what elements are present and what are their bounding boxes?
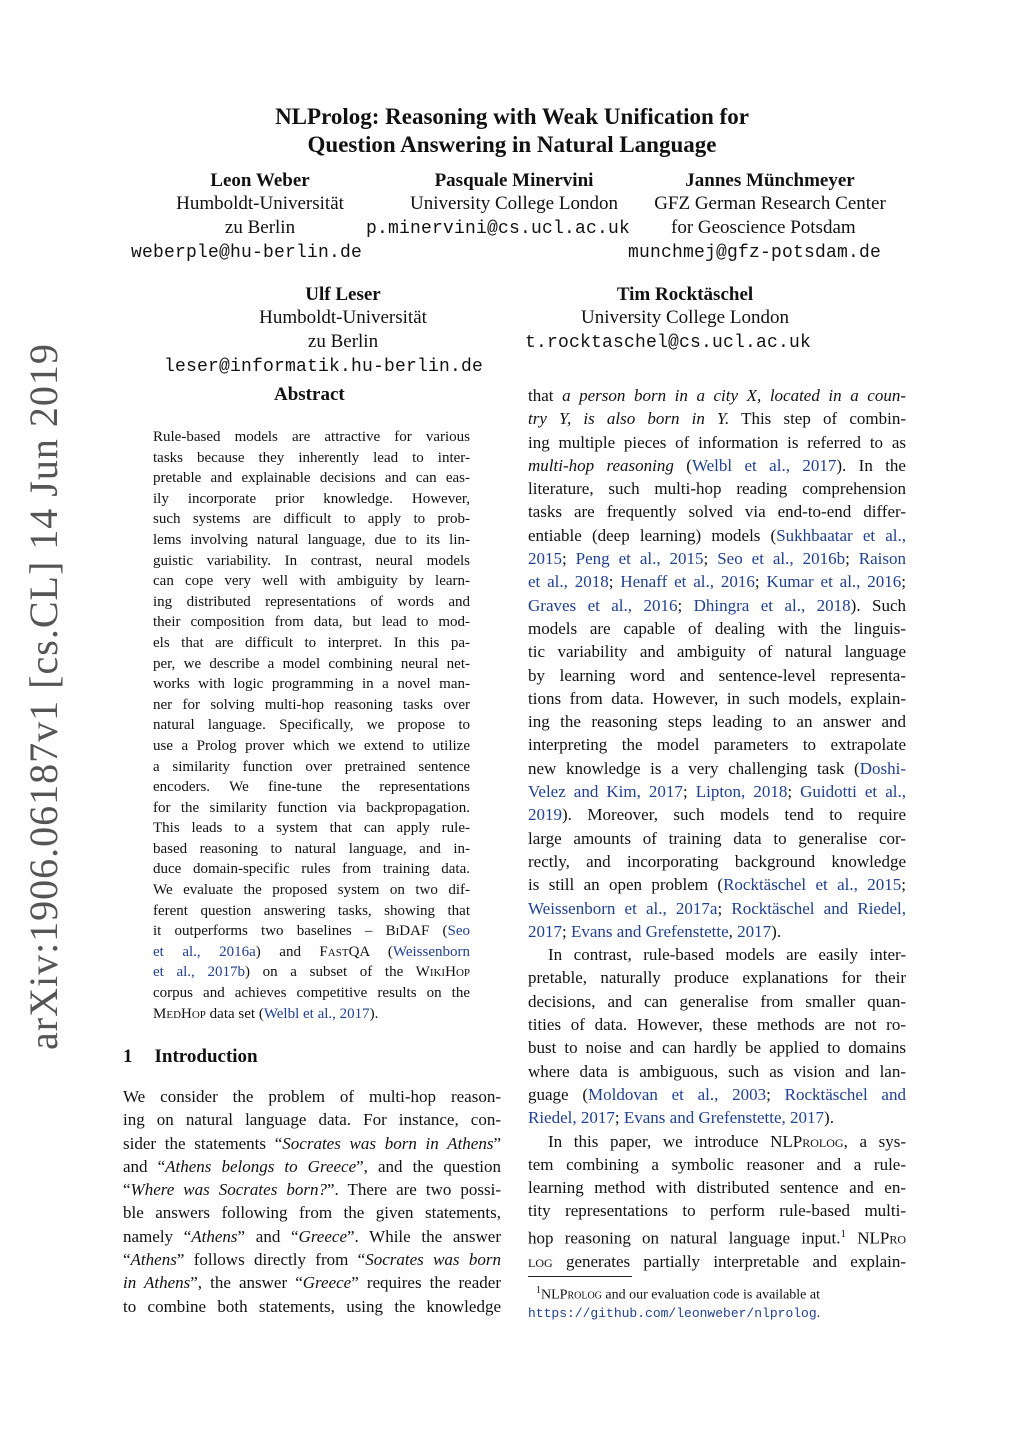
citation-link[interactable]: Doshi- xyxy=(859,758,906,778)
body-line: tity representations to perform rule-based multi- xyxy=(528,1201,906,1221)
body-line: tions from data. However, in such models, explain- xyxy=(528,688,906,708)
author-block-minervini xyxy=(364,170,664,216)
intro-body xyxy=(123,1085,501,1318)
abstract-line: ferent question answering tasks, showing that xyxy=(153,902,470,919)
citation-link[interactable]: et al., 2016a xyxy=(153,943,256,960)
footnote-marker[interactable]: 1 xyxy=(840,1227,846,1240)
abstract-line: ily incorporate prior knowledge. However, xyxy=(153,490,470,507)
body-line: Riedel, 2017; Evans and Grefenstette, 2017). xyxy=(528,1108,834,1128)
abstract-line: natural language. Specifically, we propose to xyxy=(153,717,470,734)
citation-link[interactable]: Evans and Grefenstette, 2017 xyxy=(623,1108,825,1128)
author-affiliation: Humboldt-Universität xyxy=(259,307,427,328)
citation-link[interactable]: Guidotti et al., xyxy=(800,782,906,802)
citation-link[interactable]: Velez and Kim, 2017 xyxy=(528,782,683,802)
body-line: multi-hop reasoning (Welbl et al., 2017). In the xyxy=(528,455,906,475)
footnote-line: $^1$NLProlog and our evaluation code is available at xyxy=(536,1285,820,1303)
abstract-line: et al., 2016a) and FastQA (Weissenborn xyxy=(153,943,470,960)
body-line: 2019). Moreover, such models tend to require xyxy=(528,805,906,825)
body-line: 2015; Peng et al., 2015; Seo et al., 2016b; Raison xyxy=(528,549,906,569)
abstract-line: use a Prolog prover which we extend to utilize xyxy=(153,737,470,754)
citation-link[interactable]: Lipton, 2018 xyxy=(695,782,788,802)
author-affiliation: University College London xyxy=(410,193,618,214)
abstract-line: We evaluate the proposed system on two dif- xyxy=(153,882,470,899)
citation-link[interactable]: 2015 xyxy=(528,549,562,569)
intro-line: in Athens”, the answer “Greece” requires the reader xyxy=(123,1273,501,1293)
abstract-line: for the similarity function via backpropagation. xyxy=(153,799,470,816)
abstract-line: This leads to a system that can apply rule- xyxy=(153,820,470,837)
body-line: Velez and Kim, 2017; Lipton, 2018; Guidotti et al., xyxy=(528,782,906,802)
citation-link[interactable]: Raison xyxy=(858,549,906,569)
body-line: decisions, and can generalise from smaller quan- xyxy=(528,991,906,1011)
paper-title-line-1: NLProlog: Reasoning with Weak Unification for xyxy=(275,104,749,129)
body-line: models are capable of dealing with the linguis- xyxy=(528,618,906,638)
author-block-rocktaschel xyxy=(535,284,835,330)
intro-line: ble answers following from the given statements, xyxy=(123,1203,501,1223)
author-block-munchmeyer xyxy=(620,170,920,240)
citation-link[interactable]: et al., 2017b xyxy=(153,964,245,981)
author-email[interactable]: p.minervini@cs.ucl.ac.uk xyxy=(366,219,631,239)
body-line: new knowledge is a very challenging task (Doshi- xyxy=(528,758,906,778)
body-line: Graves et al., 2016; Dhingra et al., 2018). Such xyxy=(528,595,906,615)
abstract-line: MedHop data set (Welbl et al., 2017). xyxy=(153,1005,379,1022)
abstract-line: guistic variability. In contrast, neural models xyxy=(153,552,470,569)
section-title: Introduction xyxy=(154,1046,258,1067)
author-email[interactable]: weberple@hu-berlin.de xyxy=(131,243,363,263)
body-line: ing multiple pieces of information is referred to as xyxy=(528,432,906,452)
author-email[interactable]: munchmej@gfz-potsdam.de xyxy=(628,243,882,263)
body-line: try Y, is also born in Y. This step of combin- xyxy=(528,409,906,429)
citation-link[interactable]: Seo xyxy=(447,923,470,940)
citation-link[interactable]: Rocktäschel and xyxy=(784,1084,906,1104)
abstract-line: their composition from data, but lead to mod- xyxy=(153,614,470,631)
intro-line: “Where was Socrates born?”. There are two possi- xyxy=(123,1180,501,1200)
abstract-line: works with logic programming in a novel man- xyxy=(153,676,470,693)
abstract-line: can cope very well with ambiguity by learn- xyxy=(153,573,470,590)
author-name: Tim Rocktäschel xyxy=(616,284,754,305)
abstract-line: corpus and achieves competitive results on the xyxy=(153,985,470,1002)
body-line: learning method with distributed sentence and en- xyxy=(528,1178,906,1198)
abstract-heading: Abstract xyxy=(274,384,345,405)
body-line: guage (Moldovan et al., 2003; Rocktäschel and xyxy=(528,1084,906,1104)
body-line: bust to noise and can hardly be applied to domains xyxy=(528,1038,906,1058)
citation-link[interactable]: Weissenborn et al., 2017a xyxy=(528,898,718,918)
body-line: In this paper, we introduce NLProlog, a sys- xyxy=(548,1131,906,1151)
section-number: 1 xyxy=(123,1046,133,1067)
body-line: tasks are frequently solved via end-to-end differ- xyxy=(528,502,906,522)
abstract-line: et al., 2017b) on a subset of the WikiHop xyxy=(153,964,470,981)
citation-link[interactable]: Welbl et al., 2017 xyxy=(691,455,837,475)
author-affiliation: University College London xyxy=(581,307,789,328)
body-line: pretable, naturally produce explanations for their xyxy=(528,968,906,988)
citation-link[interactable]: Sukhbaatar et al., xyxy=(776,525,906,545)
abstract-line: pretable and explainable decisions and can eas- xyxy=(153,470,470,487)
right-column-body xyxy=(528,384,906,1273)
citation-link[interactable]: Henaff et al., 2016 xyxy=(620,572,755,592)
citation-link[interactable]: Welbl et al., 2017 xyxy=(263,1005,370,1022)
body-line: interpreting the model parameters to extrapolate xyxy=(528,735,906,755)
author-email[interactable]: leser@informatik.hu-berlin.de xyxy=(164,357,484,377)
author-name: Ulf Leser xyxy=(305,284,381,305)
citation-link[interactable]: Peng et al., 2015 xyxy=(575,549,704,569)
body-line: tem combining a symbolic reasoner and a rule- xyxy=(528,1154,906,1174)
paper-title-line-2: Question Answering in Natural Language xyxy=(307,132,717,157)
author-name: Jannes Münchmeyer xyxy=(685,170,855,191)
abstract-line: it outperforms two baselines – BiDAF (Seo xyxy=(153,923,470,940)
body-line: rectly, and incorporating background knowledge xyxy=(528,851,906,871)
body-line: hop reasoning on natural language input.$^1$ NLPro xyxy=(528,1227,906,1248)
author-affiliation: zu Berlin xyxy=(307,331,379,352)
citation-link[interactable]: Rocktäschel and Riedel, xyxy=(731,898,906,918)
citation-link[interactable]: Evans and Grefenstette xyxy=(570,921,729,941)
author-email[interactable]: t.rocktaschel@cs.ucl.ac.uk xyxy=(525,333,812,353)
body-line: In contrast, rule-based models are easily inter- xyxy=(548,945,906,965)
citation-link[interactable]: Moldovan et al., 2003 xyxy=(588,1084,767,1104)
body-line: Weissenborn et al., 2017a; Rocktäschel and Riedel, xyxy=(528,898,906,918)
author-block-leser xyxy=(183,284,503,354)
intro-line: ing on natural language data. For instance, con- xyxy=(123,1110,501,1130)
body-line: tic variability and ambiguity of natural language xyxy=(528,642,906,662)
body-line: large amounts of training data to generalise cor- xyxy=(528,828,906,848)
abstract-line: Rule-based models are attractive for various xyxy=(153,429,470,445)
abstract-line: ing distributed representations of words and xyxy=(153,593,470,610)
arxiv-stamp: arXiv:1906.06187v1 [cs.CL] 14 Jun 2019 xyxy=(21,343,66,1050)
abstract-line: per, we describe a model combining neural net- xyxy=(153,655,470,672)
intro-line: and “Athens belongs to Greece”, and the question xyxy=(123,1156,502,1176)
abstract-line: encoders. We fine-tune the representations xyxy=(153,779,470,796)
abstract-line: ner for solving multi-hop reasoning tasks over xyxy=(153,696,470,713)
abstract-body xyxy=(153,427,470,1024)
author-name: Leon Weber xyxy=(210,170,310,191)
author-affiliation: Humboldt-Universität xyxy=(176,193,344,214)
abstract-line: tasks because they inherently lead to inter- xyxy=(153,449,470,466)
citation-link[interactable]: Graves et al., 2016 xyxy=(528,595,678,615)
citation-link[interactable]: Rocktäschel et al., 2015 xyxy=(723,875,902,895)
body-line: et al., 2018; Henaff et al., 2016; Kumar et al., 2016; xyxy=(528,572,907,592)
abstract-line: based reasoning to natural language, and in- xyxy=(153,840,470,857)
author-name: Pasquale Minervini xyxy=(434,170,594,191)
abstract-line: a similarity function over pretrained sentence xyxy=(153,758,470,775)
footnote xyxy=(528,1282,906,1323)
citation-link[interactable]: Kumar et al., 2016 xyxy=(766,572,902,592)
github-link[interactable]: https://github.com/leonweber/nlprolog xyxy=(528,1305,817,1321)
intro-line: namely “Athens” and “Greece”. While the answer xyxy=(123,1226,501,1246)
citation-link[interactable]: Weissenborn xyxy=(392,943,470,960)
author-affiliation: GFZ German Research Center xyxy=(654,193,886,214)
citation-link[interactable]: Dhingra et al., 2018 xyxy=(693,595,851,615)
intro-line: “Athens” follows directly from “Socrates was born xyxy=(123,1250,501,1270)
citation-link[interactable]: et al., 2018 xyxy=(528,572,609,592)
intro-line: to combine both statements, using the knowledge xyxy=(123,1296,501,1316)
intro-line: sider the statements “Socrates was born in Athens” xyxy=(123,1133,501,1153)
body-line: literature, such multi-hop reading comprehension xyxy=(528,479,906,499)
body-line: where data is ambiguous, such as vision and lan- xyxy=(528,1061,906,1081)
footnote-line: https://github.com/leonweber/nlprolog. xyxy=(528,1305,821,1321)
abstract-line: els that are difficult to interpret. In this pa- xyxy=(153,634,470,651)
body-line: that a person born in a city X, located in a coun- xyxy=(528,386,906,405)
body-line: tities of data. However, these methods are not ro- xyxy=(528,1015,906,1035)
citation-link[interactable]: 2017 xyxy=(528,921,562,941)
abstract-line: lems involving natural language, due to its lin- xyxy=(153,531,470,548)
citation-link[interactable]: Seo et al., 2016b xyxy=(717,549,846,569)
body-line: is still an open problem (Rocktäschel et al., 2015; xyxy=(528,875,906,895)
citation-link[interactable]: Riedel, 2017 xyxy=(528,1108,615,1128)
footnote-rule xyxy=(528,1276,632,1277)
citation-link[interactable]: 2019 xyxy=(528,805,562,825)
abstract-line: duce domain-specific rules from training data. xyxy=(153,861,470,878)
body-line: 2017; Evans and Grefenstette, 2017). xyxy=(528,921,782,941)
citation-link[interactable]: 2017 xyxy=(737,921,772,941)
body-line: log generates partially interpretable and explain- xyxy=(528,1251,906,1271)
author-affiliation: zu Berlin xyxy=(224,217,296,238)
intro-line: We consider the problem of multi-hop reason- xyxy=(123,1087,501,1106)
body-line: ing the reasoning steps leading to an answer and xyxy=(528,712,906,732)
section-heading-introduction xyxy=(123,1046,258,1068)
body-line: entiable (deep learning) models (Sukhbaatar et al., xyxy=(528,525,906,545)
body-line: by learning word and sentence-level representa- xyxy=(528,665,906,685)
abstract-line: such systems are difficult to apply to prob- xyxy=(153,511,470,528)
author-affiliation: for Geoscience Potsdam xyxy=(671,217,856,238)
